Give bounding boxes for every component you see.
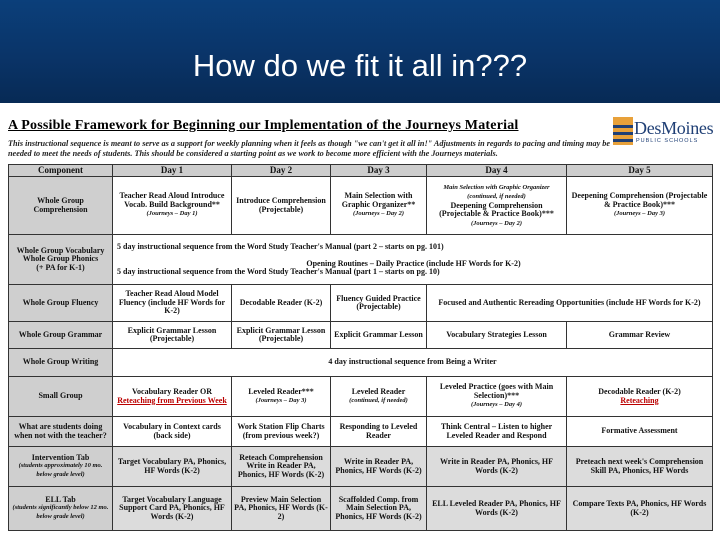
table-cell: Teacher Read Aloud Model Fluency (include HF Words for K-2) bbox=[113, 285, 232, 322]
table-cell: Formative Assessment bbox=[567, 417, 713, 447]
table-cell: Reteach Comprehension Write in Reader PA, Phonics, HF Words (K-2) bbox=[232, 447, 331, 487]
table-header-row bbox=[9, 165, 713, 177]
table-cell: Preteach next week's Comprehension Skill PA, Phonics, HF Words bbox=[567, 447, 713, 487]
document-title: A Possible Framework for Beginning our Implementation of the Journeys Material bbox=[8, 118, 519, 133]
table-cell: Grammar Review bbox=[567, 322, 713, 349]
table-cell: Scaffolded Comp. from Main Selection PA, Phonics, HF Words (K-2) bbox=[331, 487, 427, 531]
logo-subtitle: PUBLIC SCHOOLS bbox=[636, 138, 699, 144]
table-cell: ELL Leveled Reader PA, Phonics, HF Words (K-2) bbox=[427, 487, 567, 531]
table-cell: Explicit Grammar Lesson (Projectable) bbox=[113, 322, 232, 349]
framework-table bbox=[8, 164, 713, 531]
row-label: Whole Group Comprehension bbox=[9, 177, 113, 235]
table-cell: Preview Main Selection PA, Phonics, HF Words (K-2) bbox=[232, 487, 331, 531]
table-cell: Leveled Reader*** (Journeys – Day 3) bbox=[232, 377, 331, 417]
row-label: What are students doing when not with the teacher? bbox=[9, 417, 113, 447]
document-intro: This instructional sequence is meant to serve as a support for weekly planning when it feels as though "we can't get it all in!" Adjustments in regards to pacing and timing may be needed to meet the needs of students. This should be considered a starting point as we work to become more efficient with the Journeys materials. bbox=[8, 139, 610, 158]
logo-mark-icon bbox=[612, 116, 634, 146]
table-cell: Vocabulary in Context cards (back side) bbox=[113, 417, 232, 447]
table-cell: Decodable Reader (K-2) bbox=[232, 285, 331, 322]
row-label: Whole Group Fluency bbox=[9, 285, 113, 322]
framework-document bbox=[6, 112, 714, 537]
table-cell: Vocabulary Strategies Lesson bbox=[427, 322, 567, 349]
table-row bbox=[9, 377, 713, 417]
logo-name: DesMoines bbox=[634, 118, 714, 138]
des-moines-logo bbox=[612, 114, 712, 150]
table-cell: Leveled Reader (continued, if needed) bbox=[331, 377, 427, 417]
table-cell: Work Station Flip Charts (from previous week?) bbox=[232, 417, 331, 447]
table-cell: Target Vocabulary Language Support Card PA, Phonics, HF Words (K-2) bbox=[113, 487, 232, 531]
table-row bbox=[9, 285, 713, 322]
header-day-2: Day 2 bbox=[232, 165, 331, 177]
table-cell: Target Vocabulary PA, Phonics, HF Words (K-2) bbox=[113, 447, 232, 487]
table-cell: Explicit Grammar Lesson (Projectable) bbox=[232, 322, 331, 349]
table-cell: Introduce Comprehension (Projectable) bbox=[232, 177, 331, 235]
header-day-1: Day 1 bbox=[113, 165, 232, 177]
header-day-3: Day 3 bbox=[331, 165, 427, 177]
row-label: Whole Group Vocabulary Whole Group Phonics (+ PA for K-1) bbox=[9, 235, 113, 285]
header-day-4: Day 4 bbox=[427, 165, 567, 177]
row-label: Intervention Tab (students approximately 10 mo. below grade level) bbox=[9, 447, 113, 487]
table-row bbox=[9, 417, 713, 447]
table-row bbox=[9, 349, 713, 377]
table-cell: Deepening Comprehension (Projectable & Practice Book)*** (Journeys – Day 3) bbox=[567, 177, 713, 235]
table-cell: Fluency Guided Practice (Projectable) bbox=[331, 285, 427, 322]
row-label: Whole Group Grammar bbox=[9, 322, 113, 349]
row-label: Small Group bbox=[9, 377, 113, 417]
table-cell: Leveled Practice (goes with Main Selection)*** (Journeys – Day 4) bbox=[427, 377, 567, 417]
table-row bbox=[9, 177, 713, 235]
table-row bbox=[9, 447, 713, 487]
table-cell: 5 day instructional sequence from the Word Study Teacher's Manual (part 2 – starts on pg. 101) Opening Routines – Daily Practice (include HF Words for K-2) 5 day instructional sequence from the Word Study Teacher's Manual (part 1 – starts on pg. 10) bbox=[113, 235, 713, 285]
table-cell: Teacher Read Aloud Introduce Vocab. Build Background** (Journeys – Day 1) bbox=[113, 177, 232, 235]
table-cell: Think Central – Listen to higher Leveled Reader and Respond bbox=[427, 417, 567, 447]
table-cell: Write in Reader PA, Phonics, HF Words (K-2) bbox=[427, 447, 567, 487]
table-cell: 4 day instructional sequence from Being a Writer bbox=[113, 349, 713, 377]
header-day-5: Day 5 bbox=[567, 165, 713, 177]
table-row bbox=[9, 322, 713, 349]
table-cell: Main Selection with Graphic Organizer (continued, if needed) Deepening Comprehension (Projectable & Practice Book)*** (Journeys – Day 2) bbox=[427, 177, 567, 235]
table-cell: Main Selection with Graphic Organizer** (Journeys – Day 2) bbox=[331, 177, 427, 235]
table-cell: Write in Reader PA, Phonics, HF Words (K-2) bbox=[331, 447, 427, 487]
header-component: Component bbox=[9, 165, 113, 177]
title-banner bbox=[0, 0, 720, 103]
table-cell: Responding to Leveled Reader bbox=[331, 417, 427, 447]
table-row bbox=[9, 487, 713, 531]
table-cell: Explicit Grammar Lesson bbox=[331, 322, 427, 349]
slide-title: How do we fit it all in??? bbox=[192, 48, 528, 83]
row-label: ELL Tab (students significantly below 12 mo. below grade level) bbox=[9, 487, 113, 531]
row-label: Whole Group Writing bbox=[9, 349, 113, 377]
table-cell: Vocabulary Reader OR Reteaching from Previous Week bbox=[113, 377, 232, 417]
table-cell: Focused and Authentic Rereading Opportunities (include HF Words for K-2) bbox=[427, 285, 713, 322]
table-cell: Compare Texts PA, Phonics, HF Words (K-2) bbox=[567, 487, 713, 531]
table-cell: Decodable Reader (K-2) Reteaching bbox=[567, 377, 713, 417]
table-row bbox=[9, 235, 713, 285]
